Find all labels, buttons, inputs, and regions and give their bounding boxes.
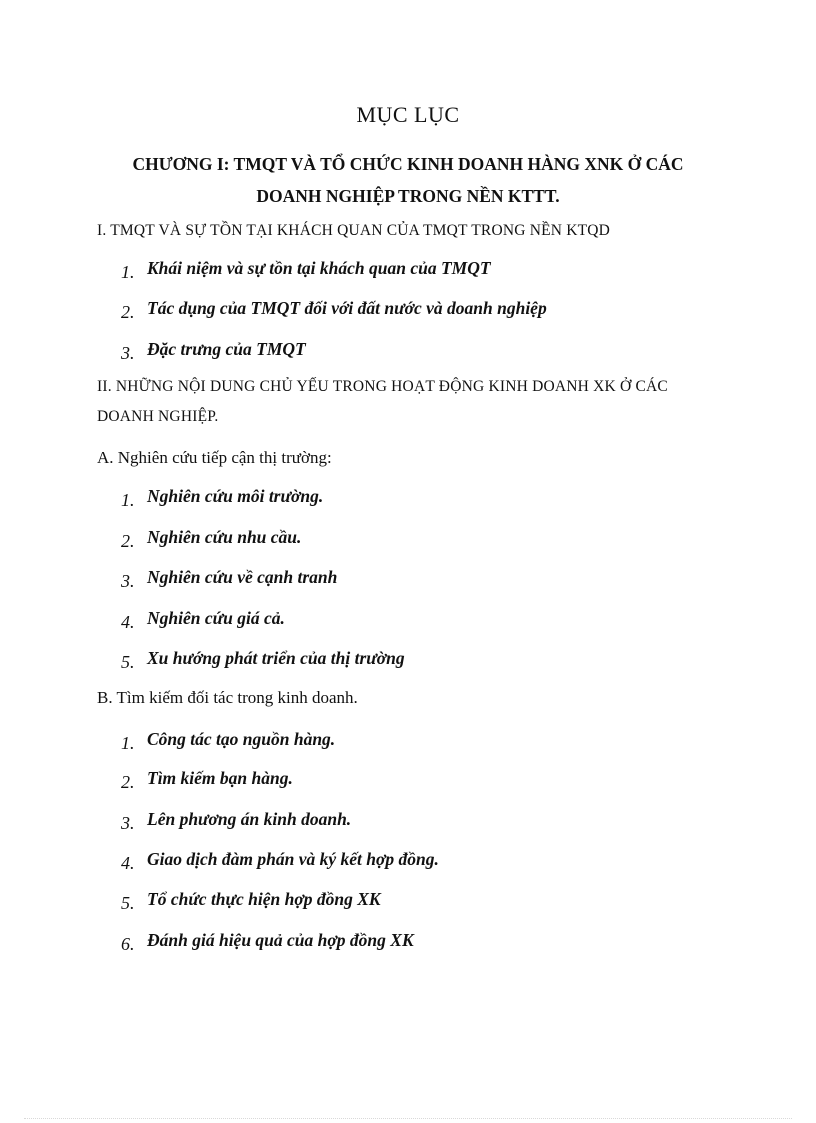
chapter-heading-line-1: CHƯƠNG I: TMQT VÀ TỔ CHỨC KINH DOANH HÀNG XNK Ở CÁC (132, 154, 684, 174)
toc-item-b-4 (121, 849, 439, 873)
toc-item-b-1 (121, 729, 336, 753)
section-ii-heading-line-2: DOANH NGHIỆP. (97, 408, 219, 425)
toc-item-text: Đặc trưng của TMQT (147, 339, 306, 359)
toc-item-i-3 (121, 339, 306, 363)
section-ii-heading-line-1: II. NHỮNG NỘI DUNG CHỦ YẾU TRONG HOẠT ĐỘNG KINH DOANH XK Ở CÁC (97, 378, 668, 395)
toc-item-text: Đánh giá hiệu quả của hợp đồng XK (147, 930, 414, 950)
toc-item-a-3 (121, 567, 338, 591)
section-a-heading: A. Nghiên cứu tiếp cận thị trường: (97, 448, 332, 467)
toc-item-number: 1. (121, 490, 135, 510)
section-i-heading: I. TMQT VÀ SỰ TỒN TẠI KHÁCH QUAN CỦA TMQT TRONG NỀN KTQD (97, 222, 611, 239)
toc-item-text: Nghiên cứu giá cả. (147, 608, 285, 628)
toc-item-number: 1. (121, 733, 135, 753)
toc-item-a-1 (121, 486, 324, 510)
chapter-heading-line-2: DOANH NGHIỆP TRONG NỀN KTTT. (256, 186, 560, 206)
toc-item-text: Khái niệm và sự tồn tại khách quan của TMQT (147, 258, 491, 278)
toc-item-number: 6. (121, 934, 135, 954)
chapter-heading (90, 148, 726, 212)
toc-item-text: Giao dịch đàm phán và ký kết hợp đồng. (147, 849, 439, 869)
toc-item-text: Tổ chức thực hiện hợp đồng XK (147, 889, 381, 909)
toc-item-number: 5. (121, 893, 135, 913)
toc-item-text: Xu hướng phát triển của thị trường (147, 648, 405, 668)
toc-item-number: 3. (121, 343, 135, 363)
toc-item-text: Nghiên cứu về cạnh tranh (147, 567, 338, 587)
toc-item-number: 4. (121, 612, 135, 632)
toc-item-b-6 (121, 930, 414, 954)
toc-item-text: Tìm kiếm bạn hàng. (147, 768, 293, 788)
toc-item-a-2 (121, 527, 302, 551)
toc-item-number: 5. (121, 652, 135, 672)
section-b-heading: B. Tìm kiếm đối tác trong kinh doanh. (97, 688, 358, 707)
toc-item-number: 3. (121, 813, 135, 833)
toc-item-number: 4. (121, 853, 135, 873)
toc-item-number: 3. (121, 571, 135, 591)
toc-item-a-4 (121, 608, 285, 632)
toc-item-text: Công tác tạo nguồn hàng. (147, 729, 336, 749)
toc-item-i-1 (121, 258, 491, 282)
toc-item-b-5 (121, 889, 381, 913)
toc-item-text: Nghiên cứu môi trường. (147, 486, 324, 506)
page-title: MỤC LỤC (356, 102, 460, 127)
toc-item-number: 1. (121, 262, 135, 282)
toc-item-b-3 (121, 809, 352, 833)
toc-item-i-2 (121, 298, 547, 322)
toc-item-text: Nghiên cứu nhu cầu. (147, 527, 302, 547)
toc-item-number: 2. (121, 302, 135, 322)
toc-item-a-5 (121, 648, 405, 672)
toc-item-number: 2. (121, 531, 135, 551)
toc-item-number: 2. (121, 772, 135, 792)
toc-item-text: Lên phương án kinh doanh. (147, 809, 352, 829)
page-bottom-divider (24, 1118, 792, 1119)
toc-item-text: Tác dụng của TMQT đối với đất nước và doanh nghiệp (147, 298, 547, 318)
toc-item-b-2 (121, 768, 293, 792)
